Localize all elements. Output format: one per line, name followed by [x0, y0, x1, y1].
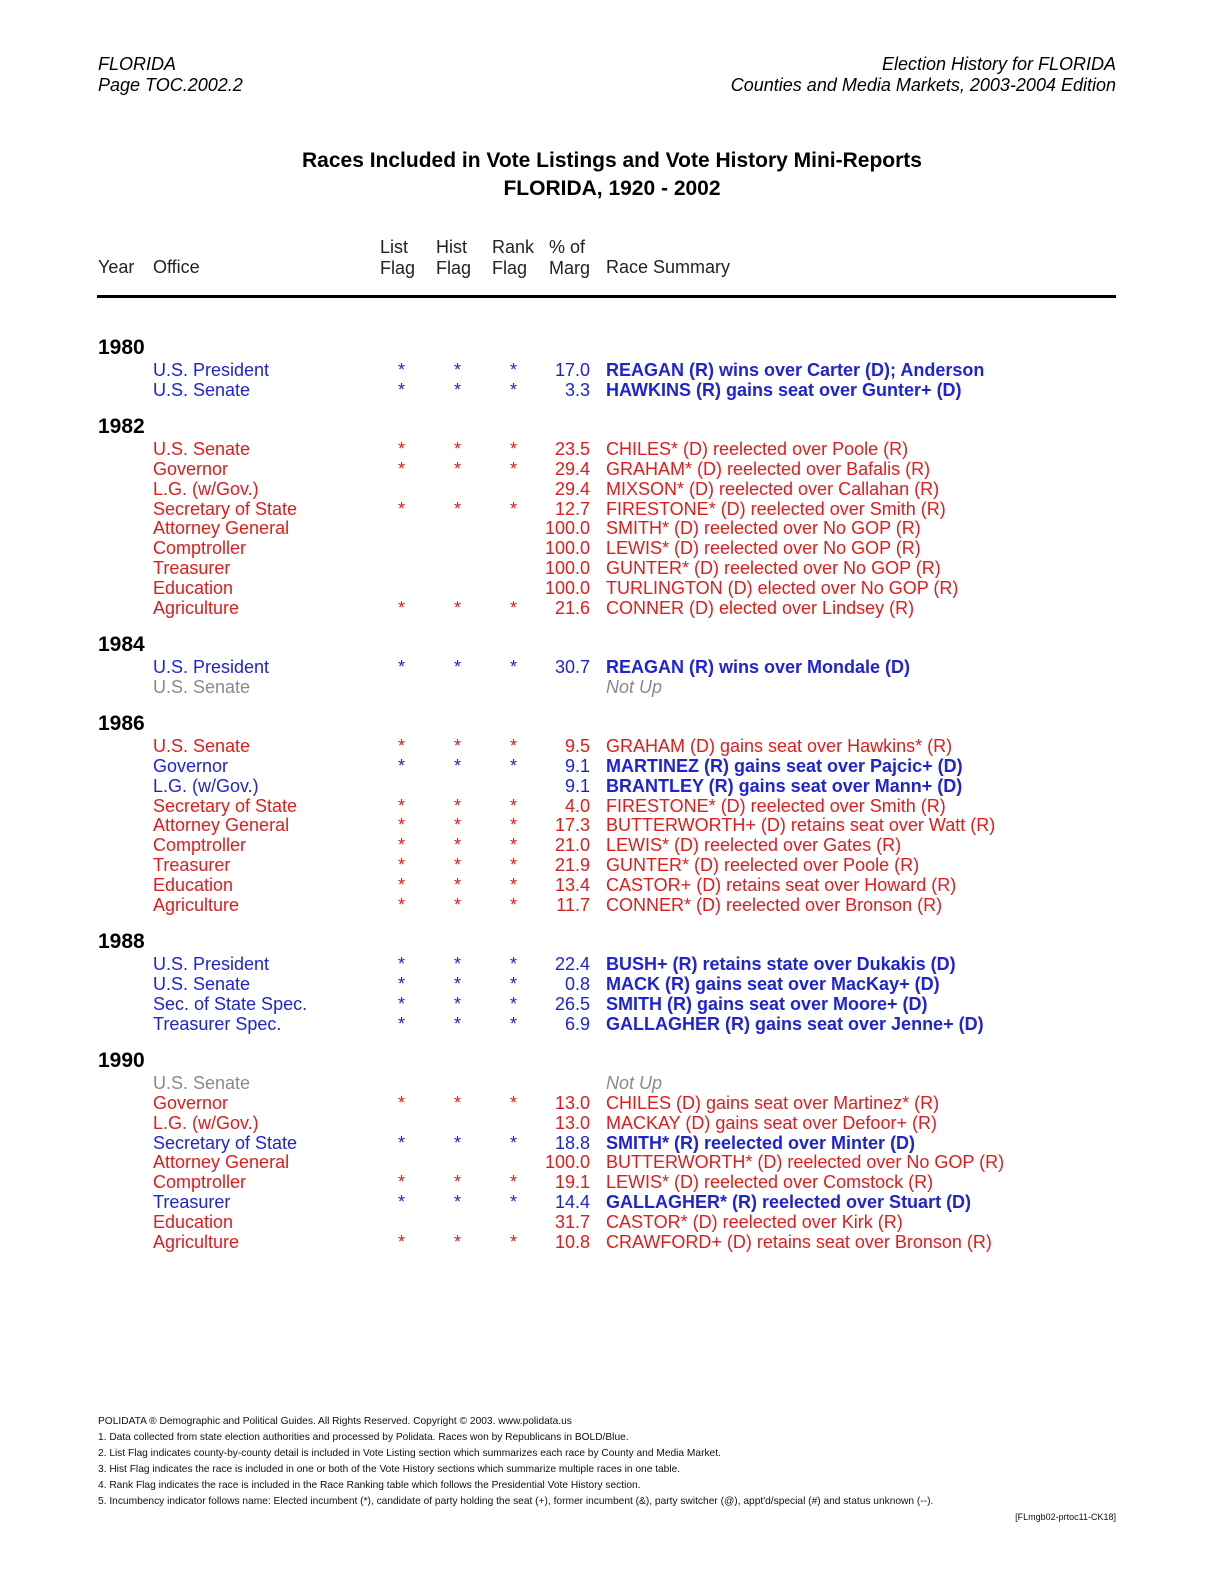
column-header-marg-top: % of: [549, 237, 586, 257]
race-row: [0, 1192, 1224, 1212]
race-row: [0, 796, 1224, 816]
header-page-number: Page TOC.2002.2: [98, 75, 243, 95]
office: U.S. Senate: [153, 677, 251, 697]
office: Education: [153, 1212, 234, 1232]
hist-flag: *: [454, 994, 462, 1014]
race-summary: GRAHAM* (D) reelected over Bafalis (R): [606, 459, 931, 479]
footer-note-5: 5. Incumbency indicator follows name: Elected incumbent (*), candidate of party holding the seat (+), former incumbent (&), party switcher (@), appt'd/special (#) and status unknown (--).: [98, 1496, 934, 1507]
race-row: [0, 835, 1224, 855]
column-header-year: Year: [98, 257, 135, 277]
race-row: [0, 974, 1224, 994]
margin: 9.1: [564, 756, 590, 776]
hist-flag: *: [454, 1232, 462, 1252]
year-heading: 1984: [98, 633, 145, 656]
hist-flag: *: [454, 657, 462, 677]
hist-flag: *: [454, 954, 462, 974]
header-state: FLORIDA: [98, 54, 177, 74]
race-row: [0, 518, 1224, 538]
rank-flag: *: [510, 439, 518, 459]
year-heading: 1980: [98, 336, 145, 359]
list-flag: *: [398, 380, 406, 400]
hist-flag: *: [454, 875, 462, 895]
header-right: [731, 54, 1116, 96]
race-summary: HAWKINS (R) gains seat over Gunter+ (D): [606, 380, 962, 400]
margin: 9.5: [564, 736, 590, 756]
office: Agriculture: [153, 895, 240, 915]
rank-flag: *: [510, 1232, 518, 1252]
header-edition: Counties and Media Markets, 2003-2004 Edition: [730, 75, 1116, 95]
margin: 6.9: [564, 1014, 590, 1034]
hist-flag: *: [454, 439, 462, 459]
rank-flag: *: [510, 459, 518, 479]
race-summary: CASTOR+ (D) retains seat over Howard (R): [606, 875, 957, 895]
race-row: [0, 756, 1224, 776]
race-summary: FIRESTONE* (D) reelected over Smith (R): [606, 796, 946, 816]
race-summary: LEWIS* (D) reelected over No GOP (R): [606, 538, 921, 558]
office: U.S. President: [153, 657, 270, 677]
race-summary: MACK (R) gains seat over MacKay+ (D): [606, 974, 940, 994]
column-header-list-bottom: Flag: [380, 258, 416, 278]
list-flag: *: [398, 796, 406, 816]
race-summary: GUNTER* (D) reelected over No GOP (R): [606, 558, 941, 578]
race-summary: REAGAN (R) wins over Mondale (D): [606, 657, 911, 677]
race-row: [0, 1172, 1224, 1192]
race-row: [0, 895, 1224, 915]
office: Attorney General: [153, 815, 290, 835]
margin: 13.0: [554, 1113, 590, 1133]
rank-flag: *: [510, 815, 518, 835]
margin: 21.9: [554, 855, 590, 875]
race-row: [0, 479, 1224, 499]
office: U.S. Senate: [153, 1073, 251, 1093]
race-summary: BRANTLEY (R) gains seat over Mann+ (D): [606, 776, 963, 796]
office: U.S. Senate: [153, 439, 251, 459]
office: L.G. (w/Gov.): [153, 1113, 259, 1133]
race-row: [0, 994, 1224, 1014]
margin: 3.3: [564, 380, 590, 400]
race-row: [0, 815, 1224, 835]
race-row: [0, 1232, 1224, 1252]
column-header-rank-bottom: Flag: [492, 258, 528, 278]
list-flag: *: [398, 360, 406, 380]
office: Attorney General: [153, 1152, 290, 1172]
year-heading: 1988: [98, 930, 145, 953]
rank-flag: *: [510, 855, 518, 875]
rank-flag: *: [510, 796, 518, 816]
rank-flag: *: [510, 1172, 518, 1192]
rank-flag: *: [510, 598, 518, 618]
office: Treasurer: [153, 855, 231, 875]
race-row: [0, 380, 1224, 400]
office: Comptroller: [153, 1172, 247, 1192]
office: U.S. Senate: [153, 974, 251, 994]
race-row: [0, 736, 1224, 756]
office: Treasurer Spec.: [153, 1014, 282, 1034]
margin: 14.4: [554, 1192, 590, 1212]
rank-flag: *: [510, 835, 518, 855]
column-header-hist: [436, 237, 471, 279]
list-flag: *: [398, 855, 406, 875]
column-header-marg-bottom: Marg: [549, 258, 591, 278]
column-header-rank: [492, 237, 534, 279]
list-flag: *: [398, 1172, 406, 1192]
office: Treasurer: [153, 558, 231, 578]
office: Sec. of State Spec.: [153, 994, 308, 1014]
race-row: [0, 1133, 1224, 1153]
list-flag: *: [398, 875, 406, 895]
list-flag: *: [398, 499, 406, 519]
race-row: [0, 1212, 1224, 1232]
margin: 10.8: [554, 1232, 590, 1252]
race-summary: SMITH* (R) reelected over Minter (D): [606, 1133, 916, 1153]
office: Comptroller: [153, 538, 247, 558]
margin: 100.0: [544, 578, 590, 598]
hist-flag: *: [454, 1172, 462, 1192]
list-flag: *: [398, 1192, 406, 1212]
hist-flag: *: [454, 835, 462, 855]
race-summary: BUTTERWORTH* (D) reelected over No GOP (R): [606, 1152, 1005, 1172]
office: Education: [153, 875, 234, 895]
margin: 100.0: [544, 518, 590, 538]
margin: 18.8: [554, 1133, 590, 1153]
list-flag: *: [398, 459, 406, 479]
hist-flag: *: [454, 1093, 462, 1113]
rank-flag: *: [510, 1133, 518, 1153]
race-summary: CRAWFORD+ (D) retains seat over Bronson (R): [606, 1232, 992, 1252]
office: U.S. President: [153, 954, 270, 974]
rank-flag: *: [510, 954, 518, 974]
race-row: [0, 677, 1224, 697]
column-header-list: [380, 237, 415, 279]
race-summary: SMITH* (D) reelected over No GOP (R): [606, 518, 921, 538]
page-title: Races Included in Vote Listings and Vote History Mini-Reports: [302, 149, 922, 172]
race-row: [0, 439, 1224, 459]
list-flag: *: [398, 954, 406, 974]
footer-copyright: POLIDATA ® Demographic and Political Guides. All Rights Reserved. Copyright © 2003. www.polidata.us: [98, 1416, 572, 1427]
hist-flag: *: [454, 499, 462, 519]
office: Governor: [153, 1093, 229, 1113]
office: Education: [153, 578, 234, 598]
margin: 30.7: [554, 657, 590, 677]
rank-flag: *: [510, 499, 518, 519]
hist-flag: *: [454, 1192, 462, 1212]
race-summary: MIXSON* (D) reelected over Callahan (R): [606, 479, 940, 499]
office: U.S. President: [153, 360, 270, 380]
race-row: [0, 558, 1224, 578]
footer-code: [FLmgb02-prtoc11-CK18]: [1015, 1512, 1116, 1522]
office: Governor: [153, 756, 229, 776]
hist-flag: *: [454, 895, 462, 915]
office: Attorney General: [153, 518, 290, 538]
race-row: [0, 657, 1224, 677]
margin: 22.4: [554, 954, 590, 974]
hist-flag: *: [454, 1014, 462, 1034]
column-header-list-top: List: [380, 237, 409, 257]
rank-flag: *: [510, 875, 518, 895]
race-summary: REAGAN (R) wins over Carter (D); Anderson: [606, 360, 985, 380]
list-flag: *: [398, 598, 406, 618]
footer-notes: [98, 1414, 933, 1510]
hist-flag: *: [454, 815, 462, 835]
race-summary: FIRESTONE* (D) reelected over Smith (R): [606, 499, 946, 519]
race-summary: CONNER* (D) reelected over Bronson (R): [606, 895, 943, 915]
margin: 13.0: [554, 1093, 590, 1113]
hist-flag: *: [454, 756, 462, 776]
office: Comptroller: [153, 835, 247, 855]
list-flag: *: [398, 1232, 406, 1252]
footer-note-2: 2. List Flag indicates county-by-county detail is included in Vote Listing section which summarizes each race by County and Media Market.: [98, 1448, 721, 1459]
footer-note-1: 1. Data collected from state election authorities and processed by Polidata. Races won by Republicans in BOLD/Blue.: [98, 1432, 629, 1443]
race-summary: CHILES (D) gains seat over Martinez* (R): [606, 1093, 940, 1113]
margin: 11.7: [556, 895, 590, 915]
office: Secretary of State: [153, 499, 298, 519]
rank-flag: *: [510, 895, 518, 915]
race-row: [0, 1093, 1224, 1113]
footer-note-3: 3. Hist Flag indicates the race is included in one or both of the Vote History sections which summarize multiple races in one table.: [98, 1464, 681, 1475]
margin: 0.8: [564, 974, 590, 994]
margin: 23.5: [554, 439, 590, 459]
race-row: [0, 598, 1224, 618]
margin: 29.4: [554, 459, 590, 479]
race-summary: MARTINEZ (R) gains seat over Pajcic+ (D): [606, 756, 963, 776]
rank-flag: *: [510, 360, 518, 380]
hist-flag: *: [454, 855, 462, 875]
list-flag: *: [398, 835, 406, 855]
margin: 17.3: [554, 815, 590, 835]
margin: 9.1: [564, 776, 590, 796]
race-summary: GALLAGHER (R) gains seat over Jenne+ (D): [606, 1014, 984, 1034]
hist-flag: *: [454, 380, 462, 400]
margin: 13.4: [554, 875, 590, 895]
header-publication: Election History for FLORIDA: [881, 54, 1116, 74]
hist-flag: *: [454, 736, 462, 756]
rank-flag: *: [510, 756, 518, 776]
rank-flag: *: [510, 380, 518, 400]
race-row: [0, 1073, 1224, 1093]
hist-flag: *: [454, 796, 462, 816]
office: U.S. Senate: [153, 380, 251, 400]
margin: 100.0: [544, 538, 590, 558]
race-summary: SMITH (R) gains seat over Moore+ (D): [606, 994, 928, 1014]
race-summary: TURLINGTON (D) elected over No GOP (R): [606, 578, 959, 598]
header-rule: [97, 295, 1116, 298]
year-heading: 1986: [98, 712, 145, 735]
footer-note-4: 4. Rank Flag indicates the race is included in the Race Ranking table which follows the Presidential Vote History section.: [98, 1480, 641, 1491]
margin: 4.0: [564, 796, 590, 816]
hist-flag: *: [454, 459, 462, 479]
race-row: [0, 776, 1224, 796]
list-flag: *: [398, 736, 406, 756]
column-header-office: Office: [153, 257, 200, 277]
column-header-rank-top: Rank: [492, 237, 535, 257]
rank-flag: *: [510, 1093, 518, 1113]
office: U.S. Senate: [153, 736, 251, 756]
office: Agriculture: [153, 1232, 240, 1252]
race-row: [0, 1113, 1224, 1133]
year-heading: 1990: [98, 1049, 145, 1072]
column-header-summary: Race Summary: [606, 257, 731, 277]
column-header-marg: [549, 237, 590, 279]
list-flag: *: [398, 974, 406, 994]
margin: 100.0: [544, 1152, 590, 1172]
margin: 21.6: [554, 598, 590, 618]
year-heading: 1982: [98, 415, 145, 438]
office: L.G. (w/Gov.): [153, 776, 259, 796]
race-row: [0, 855, 1224, 875]
hist-flag: *: [454, 1133, 462, 1153]
hist-flag: *: [454, 360, 462, 380]
office: Treasurer: [153, 1192, 231, 1212]
race-summary: LEWIS* (D) reelected over Gates (R): [606, 835, 902, 855]
rank-flag: *: [510, 657, 518, 677]
race-row: [0, 1152, 1224, 1172]
race-summary: BUSH+ (R) retains state over Dukakis (D): [606, 954, 956, 974]
list-flag: *: [398, 1093, 406, 1113]
race-row: [0, 954, 1224, 974]
race-summary: CHILES* (D) reelected over Poole (R): [606, 439, 909, 459]
rank-flag: *: [510, 974, 518, 994]
race-summary: CASTOR* (D) reelected over Kirk (R): [606, 1212, 903, 1232]
race-row: [0, 578, 1224, 598]
list-flag: *: [398, 657, 406, 677]
race-summary: Not Up: [606, 677, 663, 697]
margin: 21.0: [554, 835, 590, 855]
hist-flag: *: [454, 598, 462, 618]
rank-flag: *: [510, 1014, 518, 1034]
rank-flag: *: [510, 994, 518, 1014]
rank-flag: *: [510, 736, 518, 756]
list-flag: *: [398, 756, 406, 776]
column-header-hist-bottom: Flag: [436, 258, 472, 278]
header-left: [98, 54, 243, 96]
margin: 100.0: [544, 558, 590, 578]
race-summary: GUNTER* (D) reelected over Poole (R): [606, 855, 920, 875]
list-flag: *: [398, 439, 406, 459]
office: L.G. (w/Gov.): [153, 479, 259, 499]
race-summary: CONNER (D) elected over Lindsey (R): [606, 598, 915, 618]
margin: 26.5: [554, 994, 590, 1014]
list-flag: *: [398, 1014, 406, 1034]
margin: 31.7: [554, 1212, 590, 1232]
hist-flag: *: [454, 974, 462, 994]
rank-flag: *: [510, 1192, 518, 1212]
office: Secretary of State: [153, 796, 298, 816]
race-row: [0, 459, 1224, 479]
race-summary: BUTTERWORTH+ (D) retains seat over Watt (R): [606, 815, 996, 835]
race-summary: Not Up: [606, 1073, 663, 1093]
office: Governor: [153, 459, 229, 479]
list-flag: *: [398, 1133, 406, 1153]
race-row: [0, 875, 1224, 895]
page-subtitle: FLORIDA, 1920 - 2002: [503, 177, 721, 200]
race-row: [0, 538, 1224, 558]
race-summary: LEWIS* (D) reelected over Comstock (R): [606, 1172, 934, 1192]
margin: 17.0: [554, 360, 590, 380]
list-flag: *: [398, 994, 406, 1014]
list-flag: *: [398, 895, 406, 915]
margin: 12.7: [554, 499, 590, 519]
office: Secretary of State: [153, 1133, 298, 1153]
race-row: [0, 499, 1224, 519]
list-flag: *: [398, 815, 406, 835]
column-header-hist-top: Hist: [436, 237, 467, 257]
race-summary: GALLAGHER* (R) reelected over Stuart (D): [606, 1192, 972, 1212]
race-row: [0, 1014, 1224, 1034]
race-row: [0, 360, 1224, 380]
margin: 29.4: [554, 479, 590, 499]
margin: 19.1: [554, 1172, 590, 1192]
race-summary: MACKAY (D) gains seat over Defoor+ (R): [606, 1113, 937, 1133]
office: Agriculture: [153, 598, 240, 618]
race-summary: GRAHAM (D) gains seat over Hawkins* (R): [606, 736, 953, 756]
